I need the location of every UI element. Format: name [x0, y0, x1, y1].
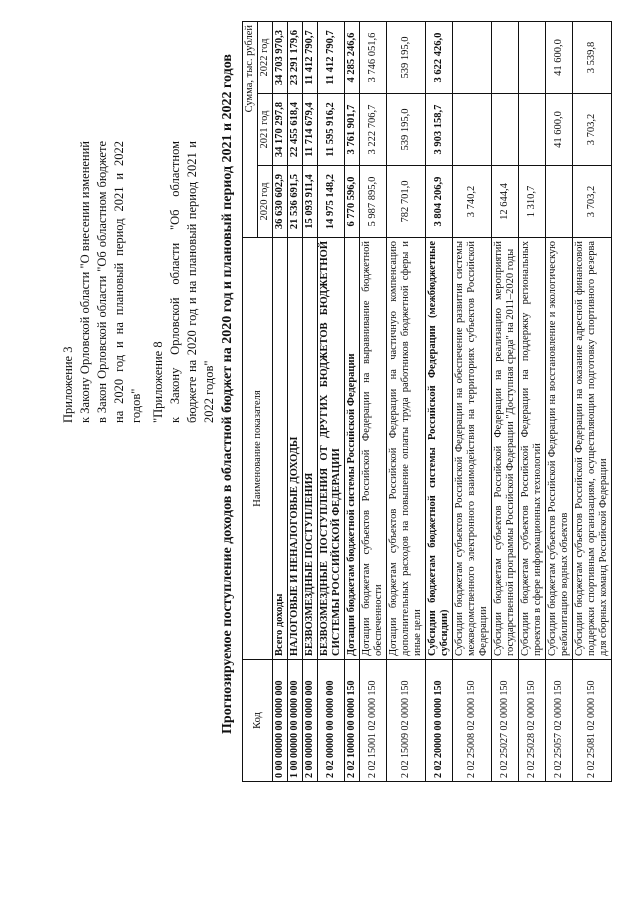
row-code: 2 02 25028 02 0000 150: [519, 660, 546, 782]
row-value-2022: 11 412 790,7: [318, 22, 345, 94]
row-value-2021: [492, 94, 519, 166]
row-value-2021: 34 170 297,8: [273, 94, 288, 166]
row-value-2021: [519, 94, 546, 166]
row-code: 2 02 10000 00 0000 150: [345, 660, 360, 782]
row-value-2021: [453, 94, 492, 166]
header-code: Код: [243, 660, 273, 782]
table-row: [426, 22, 453, 782]
row-value-2020: 1 310,7: [519, 166, 546, 238]
row-code: 2 02 25081 02 0000 150: [573, 660, 612, 782]
row-value-2021: 3 703,2: [573, 94, 612, 166]
row-code: 0 00 00000 00 0000 000: [273, 660, 288, 782]
row-code: 2 02 00000 00 0000 000: [318, 660, 345, 782]
row-value-2020: [546, 166, 573, 238]
row-name: БЕЗВОЗМЕЗДНЫЕ ПОСТУПЛЕНИЯ ОТ ДРУГИХ БЮДЖЕТОВ БЮДЖЕТНОЙ СИСТЕМЫ РОССИЙСКОЙ ФЕДЕРАЦИИ: [318, 238, 345, 660]
row-value-2022: [519, 22, 546, 94]
row-name: Субсидии бюджетам субъектов Российской Федерации на восстановление и экологическую реабилитацию водных объектов: [546, 238, 573, 660]
row-value-2021: 22 455 618,4: [288, 94, 303, 166]
row-value-2022: 11 412 790,7: [303, 22, 318, 94]
row-value-2022: 3 622 426,0: [426, 22, 453, 94]
row-name: Всего доходы: [273, 238, 288, 660]
row-value-2021: 3 903 158,7: [426, 94, 453, 166]
row-value-2022: 41 600,0: [546, 22, 573, 94]
appendix-8-note: [150, 141, 218, 423]
row-value-2020: 12 644,4: [492, 166, 519, 238]
row-value-2020: 14 975 148,2: [318, 166, 345, 238]
row-value-2022: 3 539,8: [573, 22, 612, 94]
table-row: [273, 22, 288, 782]
appendix-3-text: к Закону Орловской области "О внесении изменений в Закон Орловской области "Об областном бюджете на 2020 год и на плановый период 2021 и 2022 годов": [78, 141, 143, 423]
appendix-3-title: Приложение 3: [61, 346, 75, 423]
row-value-2021: 41 600,0: [546, 94, 573, 166]
table-row: [288, 22, 303, 782]
table-row: [387, 22, 426, 782]
appendix-8-title: "Приложение 8: [151, 341, 165, 423]
row-code: 2 02 25008 02 0000 150: [453, 660, 492, 782]
table-row: [573, 22, 612, 782]
row-code: 2 02 20000 00 0000 150: [426, 660, 453, 782]
row-value-2020: 5 987 895,0: [360, 166, 387, 238]
row-code: 2 02 15001 02 0000 150: [360, 660, 387, 782]
row-value-2020: 36 630 602,9: [273, 166, 288, 238]
row-code: 1 00 00000 00 0000 000: [288, 660, 303, 782]
header-name: Наименование показателя: [243, 238, 273, 660]
row-code: 2 02 15009 02 0000 150: [387, 660, 426, 782]
row-name: Субсидии бюджетам субъектов Российской Федерации на реализацию мероприятий государственной программы Российской Федерации "Доступная среда" на 2011–2020 годы: [492, 238, 519, 660]
header-year-2022: 2022 год: [258, 22, 273, 94]
row-value-2020: 15 093 911,4: [303, 166, 318, 238]
row-value-2022: 3 746 051,6: [360, 22, 387, 94]
row-name: Дотации бюджетам субъектов Российской Федерации на выравнивание бюджетной обеспеченности: [360, 238, 387, 660]
row-name: НАЛОГОВЫЕ И НЕНАЛОГОВЫЕ ДОХОДЫ: [288, 238, 303, 660]
row-name: БЕЗВОЗМЕЗДНЫЕ ПОСТУПЛЕНИЯ: [303, 238, 318, 660]
row-value-2022: 23 291 179,6: [288, 22, 303, 94]
row-value-2020: 6 770 596,0: [345, 166, 360, 238]
table-body: [273, 22, 612, 782]
row-name: Субсидии бюджетам субъектов Российской Федерации на обеспечение развития системы межведомственного электронного взаимодействия на территориях субъектов Российской Федерации: [453, 238, 492, 660]
table-row: [303, 22, 318, 782]
row-value-2021: 3 761 901,7: [345, 94, 360, 166]
appendix-3-note: [60, 141, 145, 423]
row-value-2021: 3 222 706,7: [360, 94, 387, 166]
table-row: [546, 22, 573, 782]
table-row: [453, 22, 492, 782]
header-year-2021: 2021 год: [258, 94, 273, 166]
row-value-2020: 21 536 691,5: [288, 166, 303, 238]
appendix-8-text: к Закону Орловской области "Об областном бюджете на 2020 год и на плановый период 2021 и 2022 годов": [168, 141, 216, 423]
row-value-2020: 3 703,2: [573, 166, 612, 238]
header-year-2020: 2020 год: [258, 166, 273, 238]
row-value-2021: 539 195,0: [387, 94, 426, 166]
row-value-2022: [453, 22, 492, 94]
row-value-2022: 34 703 970,3: [273, 22, 288, 94]
row-value-2020: 3 804 206,9: [426, 166, 453, 238]
row-code: 2 00 00000 00 0000 000: [303, 660, 318, 782]
row-name: Дотации бюджетам бюджетной системы Российской Федерации: [345, 238, 360, 660]
row-value-2022: 539 195,0: [387, 22, 426, 94]
row-code: 2 02 25057 02 0000 150: [546, 660, 573, 782]
row-value-2022: [492, 22, 519, 94]
table-row: [345, 22, 360, 782]
table-row: [318, 22, 345, 782]
row-code: 2 02 25027 02 0000 150: [492, 660, 519, 782]
row-value-2021: 11 714 679,4: [303, 94, 318, 166]
document-title: Прогнозируемое поступление доходов в областной бюджет на 2020 год и плановый период 2021 и 2022 годов: [220, 54, 235, 734]
row-value-2021: 11 595 916,2: [318, 94, 345, 166]
row-name: Субсидии бюджетам бюджетной системы Российской Федерации (межбюджетные субсидии): [426, 238, 453, 660]
table-row: [519, 22, 546, 782]
row-name: Дотации бюджетам субъектов Российской Федерации на частичную компенсацию дополнительных расходов на повышение оплаты труда работников бюджетной сферы и иные цели: [387, 238, 426, 660]
row-value-2020: 3 740,2: [453, 166, 492, 238]
row-name: Субсидии бюджетам субъектов Российской Федерации на поддержку региональных проектов в сфере информационных технологий: [519, 238, 546, 660]
header-sum: Сумма, тыс. рублей: [243, 22, 258, 238]
table-row: [360, 22, 387, 782]
table-row: [492, 22, 519, 782]
row-name: Субсидии бюджетам субъектов Российской Федерации на оказание адресной финансовой поддержки спортивным организациям, осуществляющим подготовку спортивного резерва для сборных команд Российской Федерации: [573, 238, 612, 660]
row-value-2020: 782 701,0: [387, 166, 426, 238]
row-value-2022: 4 285 246,6: [345, 22, 360, 94]
revenue-table: [242, 21, 612, 782]
